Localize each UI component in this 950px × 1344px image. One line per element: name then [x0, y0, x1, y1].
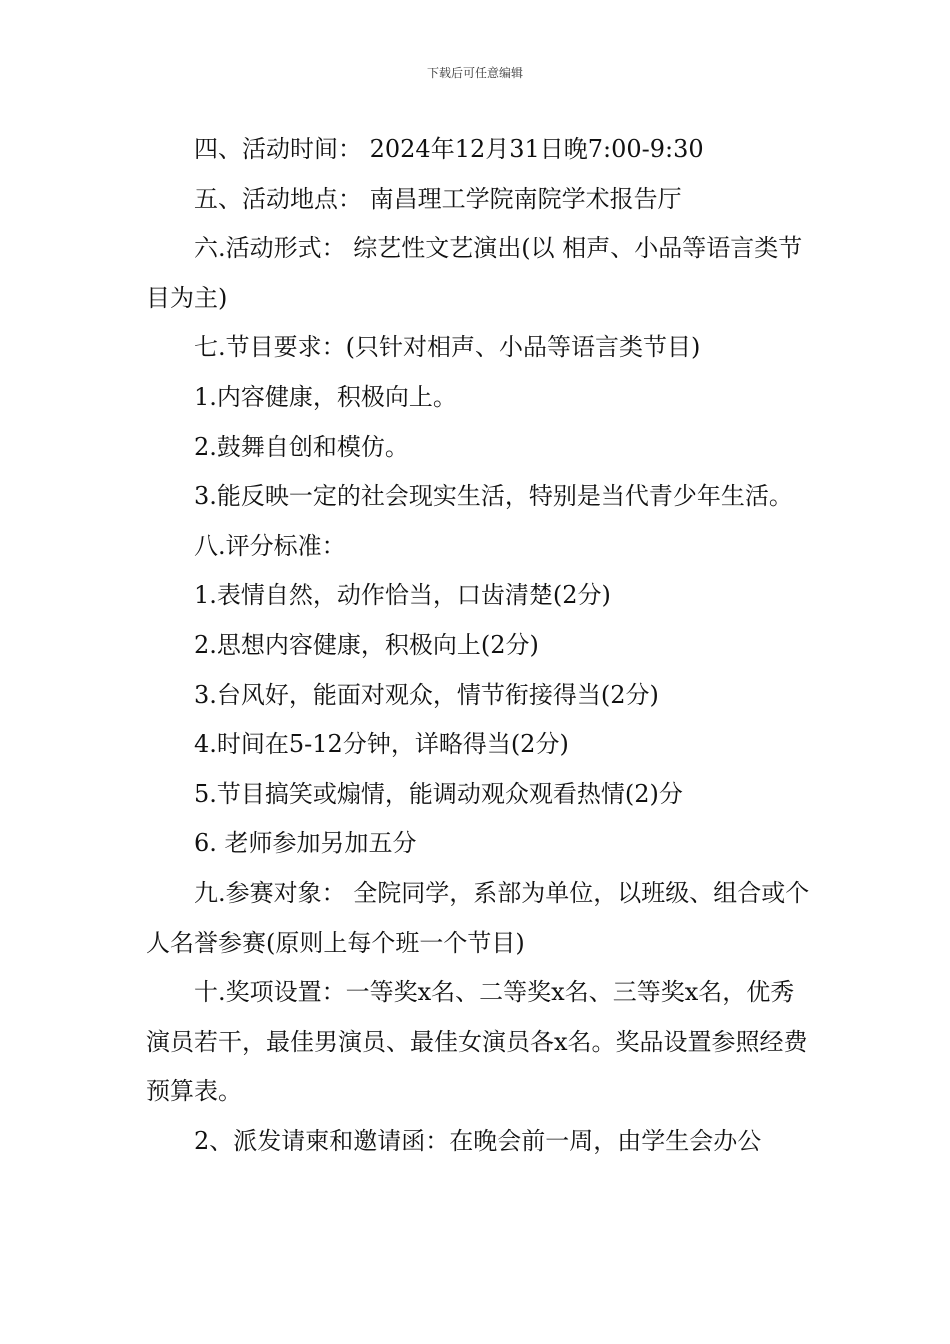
paragraph-requirement-1: 1.内容健康，积极向上。 [194, 382, 457, 411]
paragraph-activity-location: 五、活动地点： 南昌理工学院南院学术报告厅 [194, 184, 682, 213]
paragraph-requirement-2: 2.鼓舞自创和模仿。 [194, 432, 409, 461]
paragraph-participants: 九.参赛对象： 全院同学，系部为单位，以班级、组合或个人名誉参赛(原则上每个班一个节目) [146, 878, 810, 957]
paragraph-program-requirements: 七.节目要求：(只针对相声、小品等语言类节目) [194, 333, 701, 362]
paragraph-criterion-5: 5.节目搞笑或煽情，能调动观众观看热情(2)分 [194, 779, 683, 808]
paragraph-criterion-1: 1.表情自然，动作恰当，口齿清楚(2分) [194, 581, 611, 610]
paragraph-scoring-criteria: 八.评分标准： [194, 531, 346, 560]
paragraph-awards: 十.奖项设置：一等奖x名、二等奖x名、三等奖x名，优秀演员若干，最佳男演员、最佳女演员各x名。奖品设置参照经费预算表。 [146, 978, 808, 1106]
paragraph-criterion-6: 6. 老师参加另加五分 [194, 829, 417, 858]
paragraph-criterion-3: 3.台风好，能面对观众，情节衔接得当(2分) [194, 680, 659, 709]
paragraph-activity-form: 六.活动形式： 综艺性文艺演出(以 相声、小品等语言类节目为主) [146, 234, 803, 312]
paragraph-criterion-2: 2.思想内容健康，积极向上(2分) [194, 630, 539, 659]
paragraph-activity-time: 四、活动时间： 2024年12月31日晚7:00-9:30 [194, 135, 704, 163]
paragraph-invitations: 2、派发请柬和邀请函：在晚会前一周，由学生会办公 [194, 1126, 762, 1155]
document-body [146, 125, 810, 1166]
paragraph-criterion-4: 4.时间在5-12分钟，详略得当(2分) [194, 730, 569, 759]
paragraph-requirement-3: 3.能反映一定的社会现实生活，特别是当代青少年生活。 [194, 482, 793, 511]
page-header: 下载后可任意编辑 [426, 66, 523, 80]
